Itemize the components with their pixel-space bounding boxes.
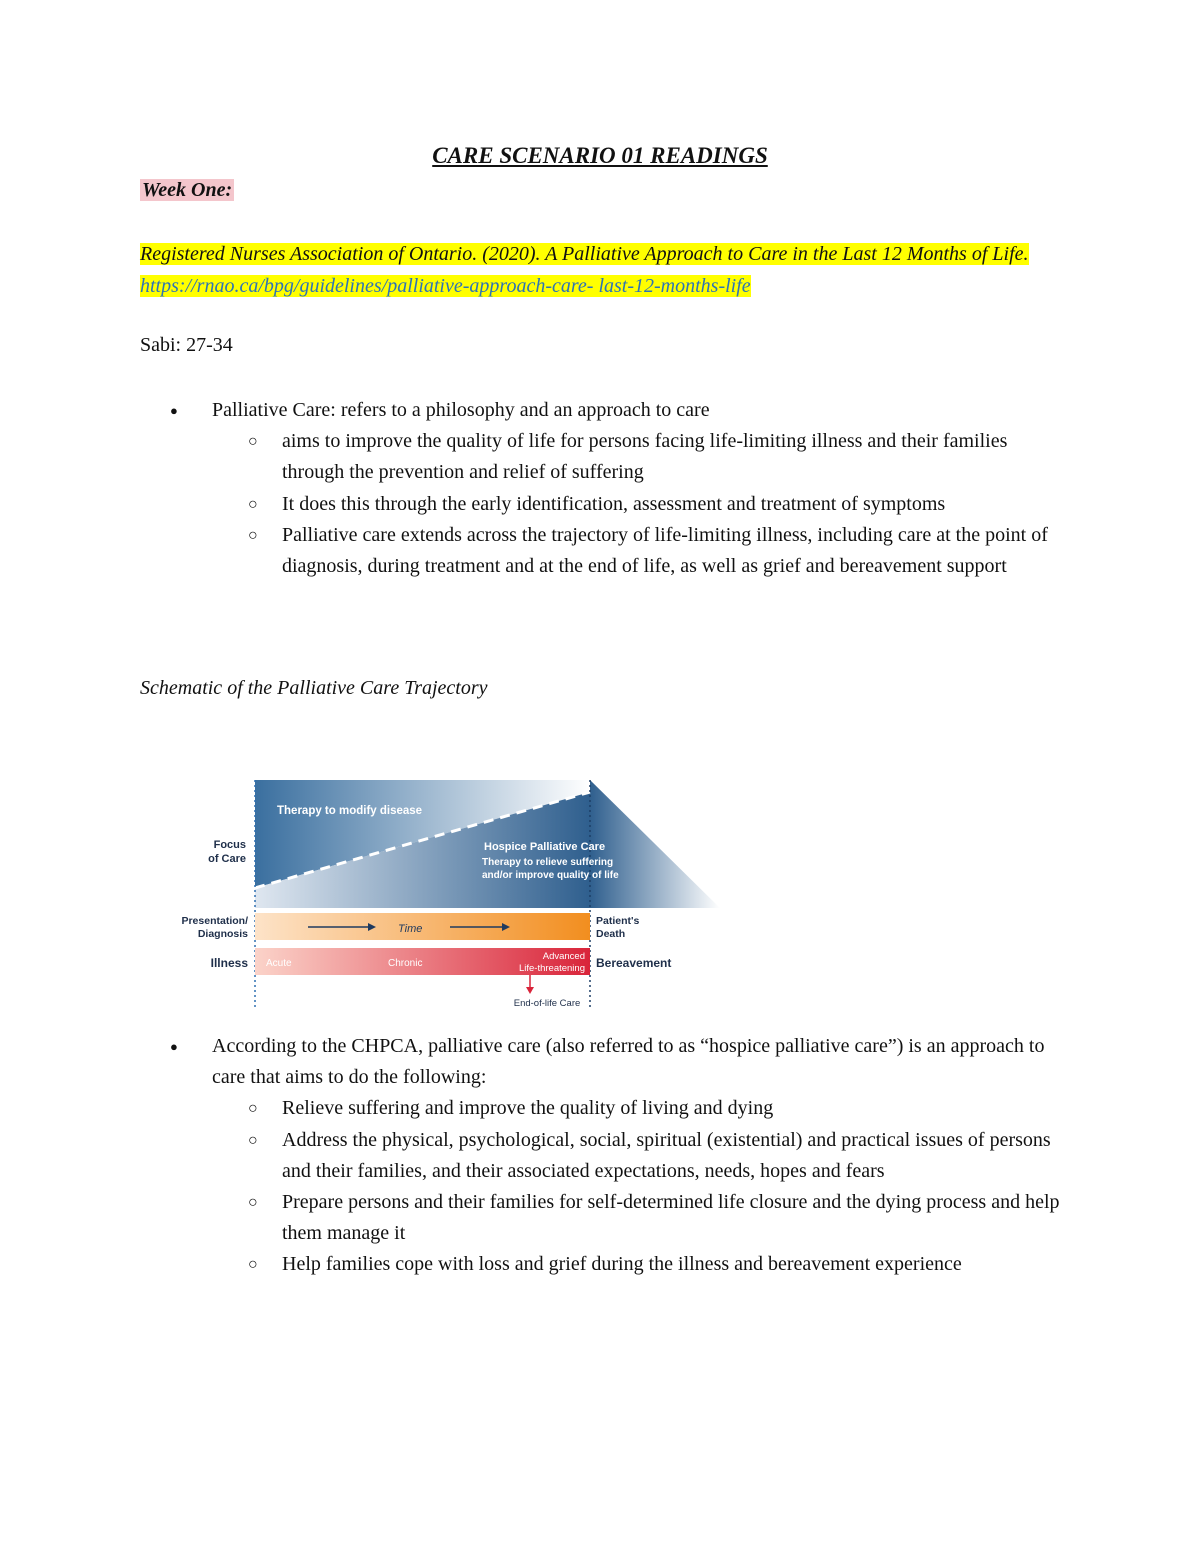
time-label: Time [398,923,423,935]
list-item: ○ It does this through the early identification, assessment and treatment of symptoms [0,489,1072,520]
presentation-label-2: Diagnosis [197,928,248,940]
bullet-list-1 [0,395,1200,582]
bullet-icon: ● [170,1039,178,1054]
death-label-1: Patient's [596,915,640,927]
therapy-modify-label: Therapy to modify disease [277,805,423,817]
hollow-bullet-icon: ○ [248,1100,258,1118]
death-label-2: Death [596,928,626,940]
acute-label: Acute [266,958,292,969]
week-heading: Week One: [142,179,233,201]
relieve-label-1: Therapy to relieve suffering [482,857,614,868]
bereavement-label: Bereavement [596,956,672,970]
hollow-bullet-icon: ○ [248,495,258,513]
palliative-care-trajectory-diagram [160,770,730,1015]
list-item: ○ Palliative care extends across the trajectory of life-limiting illness, including care at the point of diagnosis, during treatment and at the end of life, as well as grief and bereavement support [0,520,1072,582]
reference-text: Registered Nurses Association of Ontario. (2020). A Palliative Approach to Care in the Last 12 Months of Life. [140,243,1029,265]
end-of-life-label: End-of-life Care [513,998,581,1009]
page-title: CARE SCENARIO 01 READINGS [432,143,768,168]
bereavement-care-region [590,780,720,908]
list-item: ○ Relieve suffering and improve the quality of living and dying [0,1093,1072,1124]
sabi-pages: Sabi: 27-34 [140,334,233,356]
bullet-list-2 [0,1031,1200,1281]
figure-caption: Schematic of the Palliative Care Trajectory [140,677,488,699]
focus-label-2: of Care [208,853,246,865]
advanced-label-2: Life-threatening [518,963,585,974]
hollow-bullet-icon: ○ [248,1131,258,1149]
chronic-label: Chronic [388,958,423,969]
hollow-bullet-icon: ○ [248,526,258,544]
bullet-icon: ● [170,403,178,418]
list-item: ● Palliative Care: refers to a philosophy and an approach to care [0,395,1200,426]
hollow-bullet-icon: ○ [248,1256,258,1274]
list-item: ○ Address the physical, psychological, social, spiritual (existential) and practical issues of persons and their families, and their associated expectations, needs, hopes and fears [0,1125,1072,1187]
focus-label-1: Focus [213,839,246,851]
relieve-label-2: and/or improve quality of life [482,870,619,881]
reference-link[interactable]: https://rnao.ca/bpg/guidelines/palliative-approach-care- last-12-months-life [140,275,751,297]
time-band [255,913,590,940]
list-item: ● According to the CHPCA, palliative care (also referred to as “hospice palliative care”) is an approach to care that aims to do the following: [0,1031,1072,1093]
advanced-label-1: Advanced [542,951,585,962]
hollow-bullet-icon: ○ [248,433,258,451]
list-item: ○ aims to improve the quality of life for persons facing life-limiting illness and their families through the prevention and relief of suffering [0,426,1072,488]
hollow-bullet-icon: ○ [248,1194,258,1212]
list-item: ○ Prepare persons and their families for self-determined life closure and the dying process and help them manage it [0,1187,1072,1249]
illness-label: Illness [210,956,248,970]
reference-citation [140,238,1070,302]
arrow-down-icon [526,987,534,994]
list-item: ○ Help families cope with loss and grief during the illness and bereavement experience [0,1249,1072,1280]
hospice-label: Hospice Palliative Care [484,841,606,853]
presentation-label-1: Presentation/ [181,915,248,927]
